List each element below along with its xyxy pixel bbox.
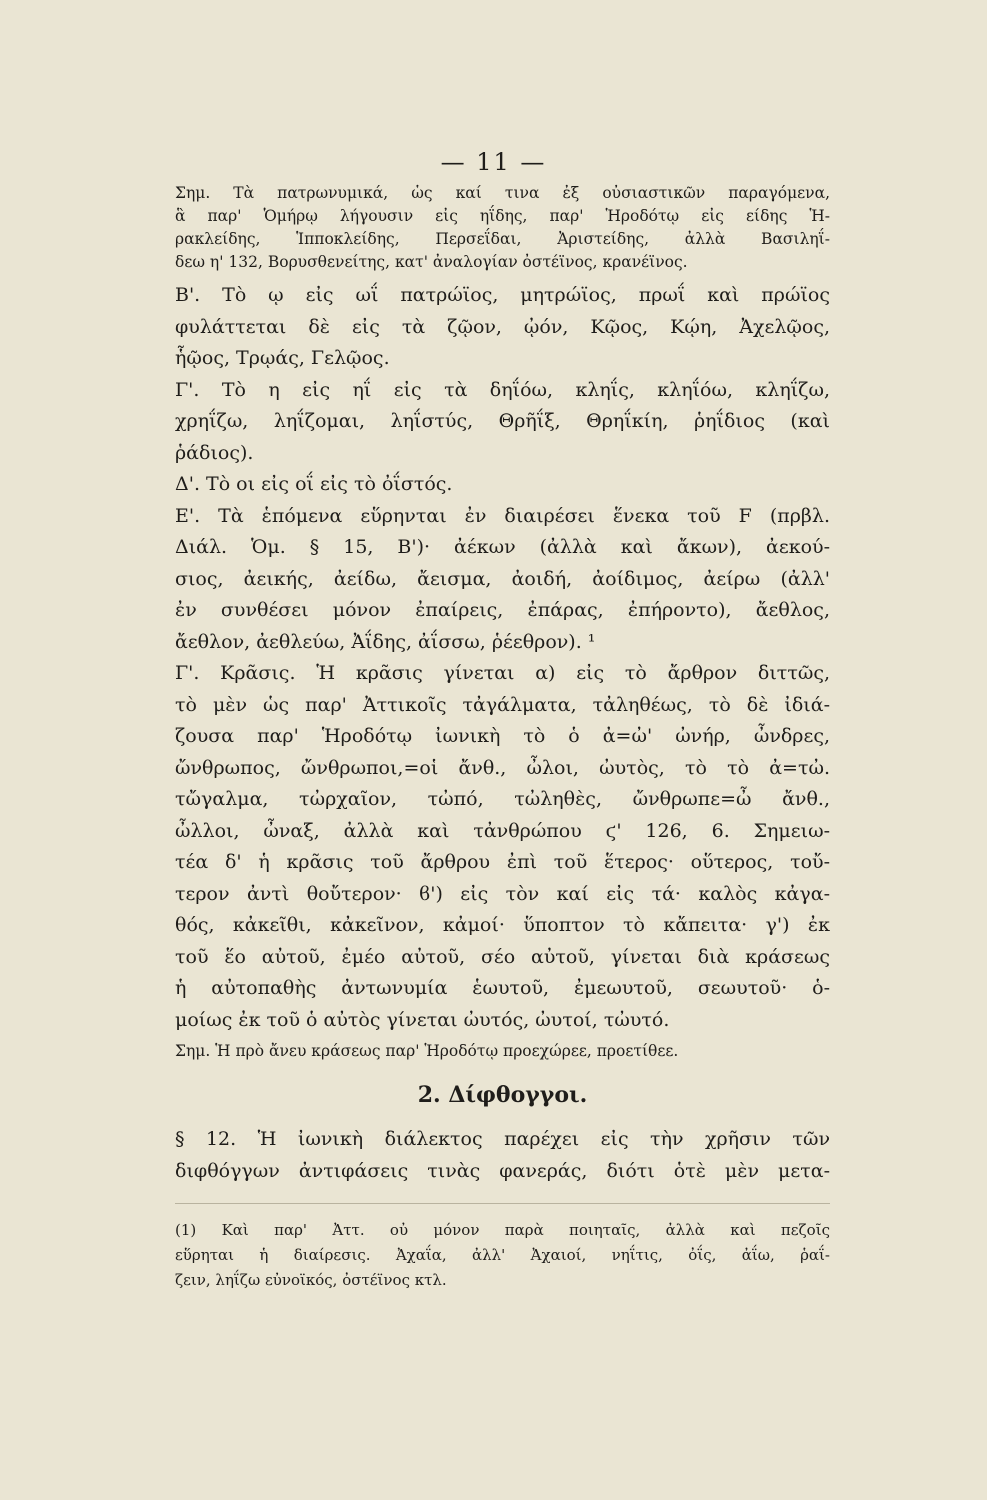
- text-line: τέα δ' ἡ κρᾶσις τοῦ ἄρθρου ἐπὶ τοῦ ἕτερος· οὕτερος, τοὔ-: [175, 851, 830, 873]
- text-body: [175, 182, 830, 1293]
- text-line: ῥάδιος).: [175, 441, 254, 464]
- text-line: ζουσα παρ' Ἡροδότῳ ἰωνικὴ τὸ ὁ ἀ=ὠ' ὠνήρ, ὦνδρες,: [175, 725, 830, 747]
- text-line: ἃ παρ' Ὁμήρῳ λήγουσιν εἰς ηΐδης, παρ' Ἡροδότῳ εἰς είδης Ἡ-: [175, 207, 830, 225]
- page-number: — 11 —: [440, 148, 547, 176]
- text-line: Δ'. Τὸ οι εἰς οΐ εἰς τὸ ὀΐστός.: [175, 473, 453, 495]
- text-line: Β'. Τὸ ῳ εἰς ωΐ πατρώϊος, μητρώϊος, πρωΐ καὶ πρώϊος: [175, 284, 830, 306]
- text-line: δεω η' 132, Βορυσθενείτης, κατ' ἀναλογίαν ὀστέϊνος, κρανέϊνος.: [175, 253, 688, 271]
- main-paragraphs: [175, 280, 830, 1064]
- section-paragraph: [175, 1124, 830, 1187]
- text-line: ἄεθλον, ἀεθλεύω, Ἀΐδης, ἀΐσσω, ῥέεθρον). ¹: [175, 630, 596, 653]
- text-line: ὦλλοι, ὦναξ, ἀλλὰ καὶ τἀνθρώπου ϛ' 126, 6. Σημειω-: [175, 819, 830, 842]
- text-line: Σημ. Τὰ πατρωνυμικά, ὡς καί τινα ἐξ οὐσιαστικῶν παραγόμενα,: [175, 184, 830, 202]
- note-line: Σημ. Ἡ πρὸ ἄνευ κράσεως παρ' Ἡροδότῳ προεχώρεε, προετίθεε.: [175, 1042, 679, 1060]
- text-line: διφθόγγων ἀντιφάσεις τινὰς φανεράς, διότι ὁτὲ μὲν μετα-: [175, 1159, 830, 1182]
- text-line: Ε'. Τὰ ἑπόμενα εὕρηνται ἐν διαιρέσει ἕνεκα τοῦ F (πρβλ.: [175, 504, 830, 527]
- footnote-line: ζειν, ληΐζω εὐνοϊκός, ὀστέϊνος κτλ.: [175, 1271, 447, 1289]
- footnote-line: εὕρηται ἡ διαίρεσις. Ἀχαΐα, ἀλλ' Ἀχαιοί, νηΐτις, ὀΐς, ἀΐω, ῥαΐ-: [175, 1246, 830, 1264]
- section-heading: 2. Δίφθογγοι.: [417, 1082, 588, 1108]
- text-line: φυλάττεται δὲ εἰς τὰ ζῷον, ᾠόν, Κῷος, Κῴη, Ἀχελῷος,: [175, 315, 830, 338]
- text-line: ἧῷος, Τρῳάς, Γελῷος.: [175, 347, 390, 369]
- text-line: ρακλείδης, Ἱπποκλείδης, Περσεΐδαι, Ἀριστείδης, ἀλλὰ Βασιληΐ-: [175, 230, 830, 248]
- text-line: ἐν συνθέσει μόνον ἐπαίρεις, ἐπάρας, ἐπήροντο), ἄεθλος,: [175, 599, 830, 621]
- text-line: ἡ αὐτοπαθὴς ἀντωνυμία ἑωυτοῦ, ἐμεωυτοῦ, σεωυτοῦ· ὁ-: [175, 977, 830, 999]
- footnote-line: (1) Καὶ παρ' Ἀττ. οὐ μόνον παρὰ ποιηταῖς, ἀλλὰ καὶ πεζοῖς: [175, 1221, 830, 1239]
- text-line: τοῦ ἕο αὐτοῦ, ἐμέο αὐτοῦ, σέο αὐτοῦ, γίνεται διὰ κράσεως: [175, 945, 830, 968]
- text-line: σιος, ἀεικής, ἀείδω, ἄεισμα, ἀοιδή, ἀοίδιμος, ἀείρω (ἀλλ': [175, 567, 830, 590]
- text-line: τερον ἀντὶ θοὔτερον· ϐ') εἰς τὸν καί εἰς τά· καλὸς κἀγα-: [175, 882, 830, 905]
- footnote: [175, 1218, 830, 1293]
- text-line: Γ'. Τὸ η εἰς ηΐ εἰς τὰ δηΐόω, κληΐς, κληΐόω, κληΐζω,: [175, 378, 830, 401]
- text-line: θός, κἀκεῖθι, κἀκεῖνον, κἀμοί· ὕποπτον τὸ κἄπειτα· γ') ἐκ: [175, 914, 830, 936]
- text-line: χρηΐζω, ληΐζομαι, ληΐστύς, Θρῆΐξ, Θρηΐκίη, ῥηΐδιος (καὶ: [175, 410, 830, 432]
- text-line: Γ'. Κρᾶσις. Ἡ κρᾶσις γίνεται α) εἰς τὸ ἄρθρον διττῶς,: [175, 662, 830, 684]
- text-line: Διάλ. Ὁμ. § 15, Β')· ἀέκων (ἀλλὰ καὶ ἄκων), ἀεκού-: [175, 536, 830, 558]
- text-line: § 12. Ἡ ἰωνικὴ διάλεκτος παρέχει εἰς τὴν χρῆσιν τῶν: [175, 1128, 830, 1150]
- note-block: [175, 182, 830, 274]
- text-line: ὤνθρωπος, ὤνθρωποι,=οἱ ἄνθ., ὦλοι, ὠυτὸς, τὸ τὸ ἀ=τὠ.: [175, 756, 830, 779]
- text-line: τὤγαλμα, τὠρχαῖον, τὠπό, τὠληθὲς, ὤνθρωπε=ὦ ἄνθ.,: [175, 788, 830, 810]
- text-line: τὸ μὲν ὡς παρ' Ἀττικοῖς τἀγάλματα, τἀληθέως, τὸ δὲ ἰδιά-: [175, 693, 830, 716]
- text-line: μοίως ἐκ τοῦ ὁ αὐτὸς γίνεται ὠυτός, ὠυτοί, τὠυτό.: [175, 1008, 670, 1031]
- footnote-divider: [175, 1203, 830, 1204]
